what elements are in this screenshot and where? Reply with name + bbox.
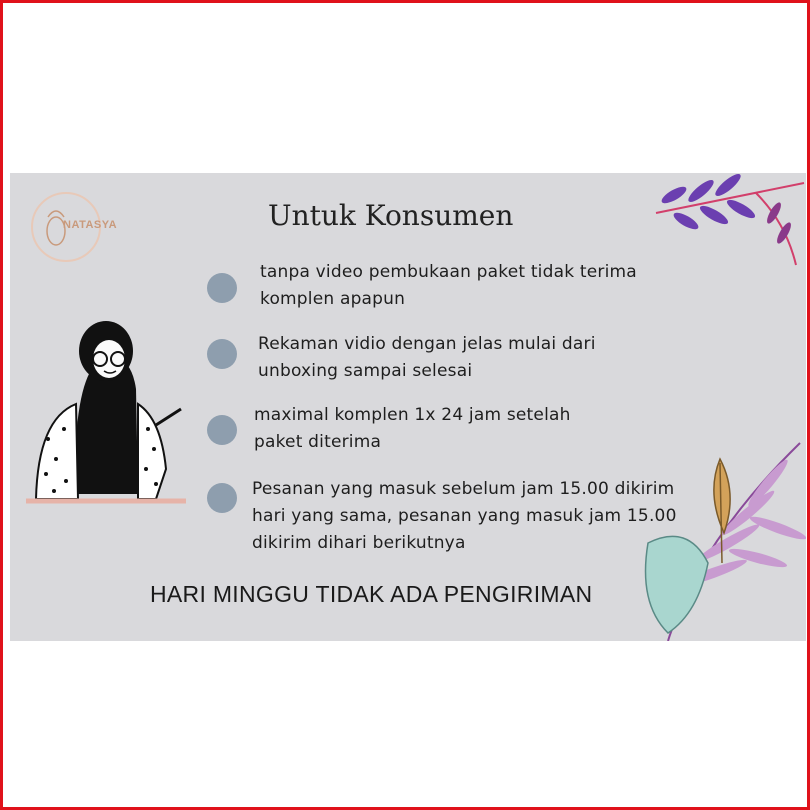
brand-logo <box>28 187 118 271</box>
item-line: maximal komplen 1x 24 jam setelah <box>254 405 571 425</box>
item-line: paket diterima <box>254 432 382 452</box>
info-banner <box>10 173 806 641</box>
bullet-dot <box>207 415 237 445</box>
shipping-notice: HARI MINGGU TIDAK ADA PENGIRIMAN <box>150 581 593 607</box>
leaf-decoration-top-icon <box>646 173 806 269</box>
item-line: hari yang sama, pesanan yang masuk jam 15.00 <box>252 506 677 526</box>
brand-name: NATASYA <box>63 219 118 231</box>
bullet-dot <box>207 483 237 513</box>
leaf-decoration-bottom-icon <box>628 423 806 641</box>
item-line: Pesanan yang masuk sebelum jam 15.00 dikirim <box>252 479 675 499</box>
item-line: unboxing sampai selesai <box>258 361 473 381</box>
page-title: Untuk Konsumen <box>268 199 514 232</box>
item-line: tanpa video pembukaan paket tidak terima <box>260 262 637 282</box>
woman-illustration-icon <box>26 309 186 509</box>
item-line: komplen apapun <box>260 289 406 309</box>
bullet-dot <box>207 273 237 303</box>
bullet-dot <box>207 339 237 369</box>
item-line: dikirim dihari berikutnya <box>252 533 466 553</box>
item-line: Rekaman vidio dengan jelas mulai dari <box>258 334 596 354</box>
